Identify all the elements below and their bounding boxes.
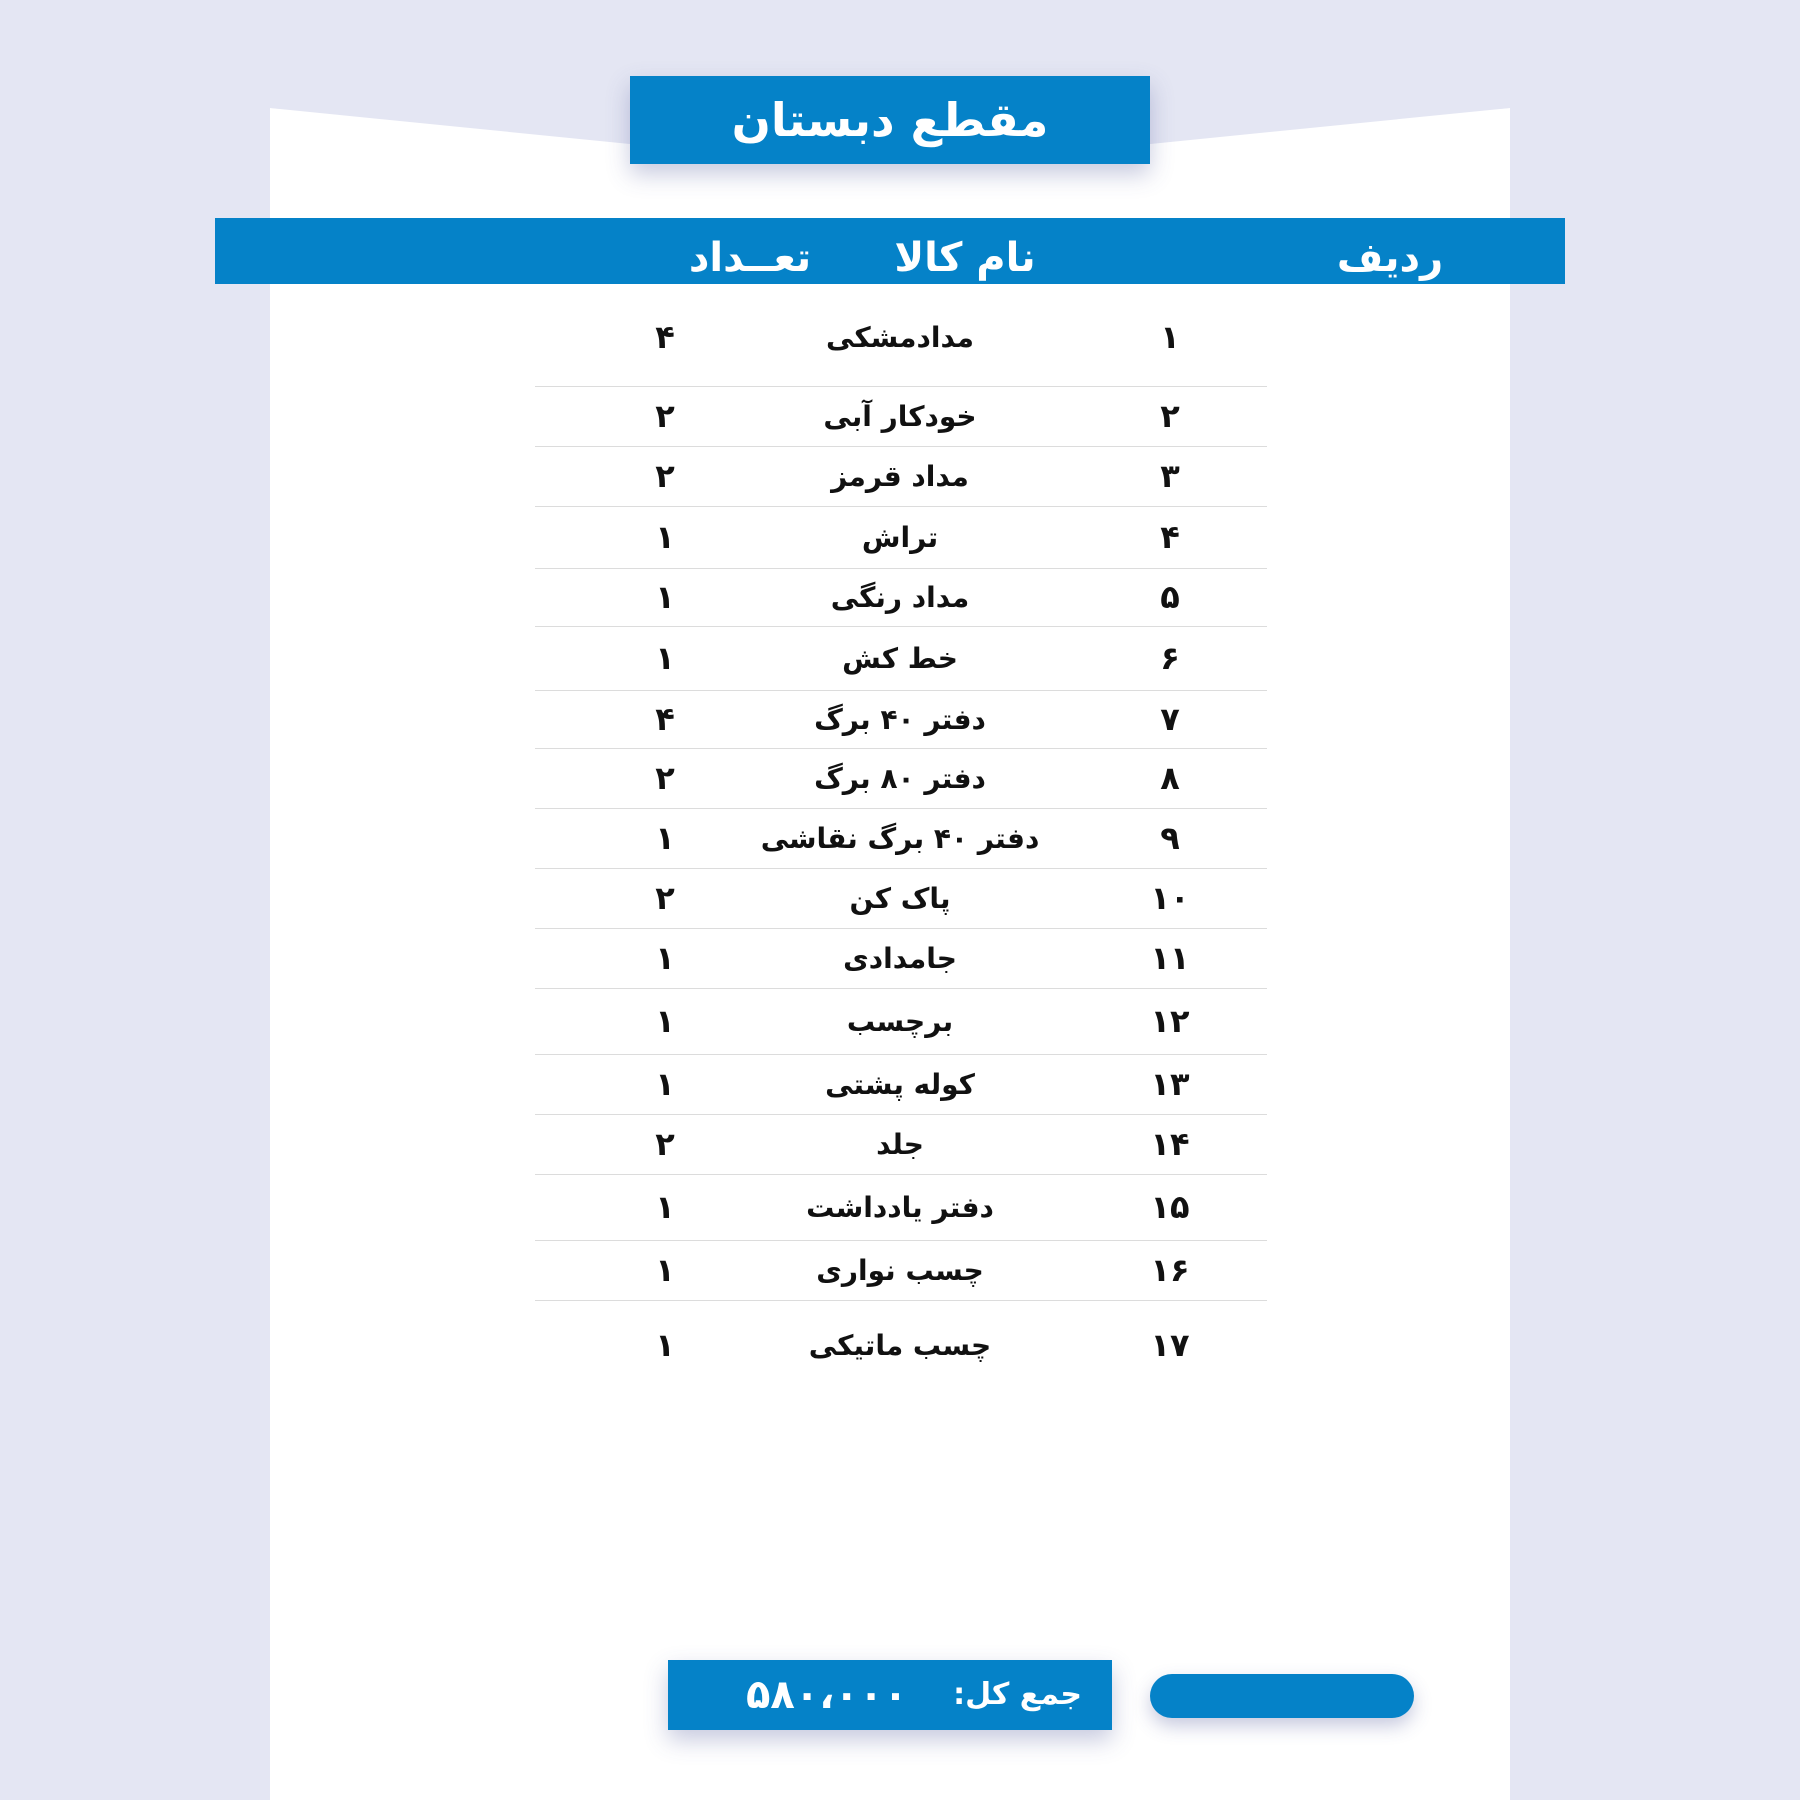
row-index: ۱۷: [1150, 1326, 1190, 1364]
row-item-name: چسب نواری: [816, 1253, 984, 1287]
row-item-name: جلد: [876, 1127, 924, 1161]
row-item-name: برچسب: [846, 1004, 954, 1038]
table-row: [535, 1114, 1267, 1175]
table-row: [535, 928, 1267, 989]
row-quantity: ۱: [655, 1188, 675, 1226]
row-item-name: خودکار آبی: [823, 399, 977, 433]
table-row: [535, 626, 1267, 691]
row-index: ۴: [1160, 518, 1180, 556]
table-row: [535, 868, 1267, 929]
row-item-name: تراش: [861, 520, 939, 554]
table-row: [535, 1240, 1267, 1301]
table-row: [535, 506, 1267, 569]
total-label: جمع کل:: [953, 1677, 1082, 1712]
row-quantity: ۱: [655, 518, 675, 556]
row-quantity: ۱: [655, 578, 675, 616]
table-row: [535, 446, 1267, 507]
row-quantity: ۱: [655, 819, 675, 857]
row-item-name: چسب ماتیکی: [808, 1328, 992, 1362]
row-item-name: مداد قرمز: [831, 459, 969, 493]
table-row: [535, 748, 1267, 809]
row-quantity: ۴: [655, 700, 675, 738]
column-header-name: نام کالا: [894, 235, 1036, 281]
row-index: ۱۶: [1150, 1251, 1190, 1289]
row-index: ۱: [1160, 318, 1180, 356]
row-item-name: دفتر ۴۰ برگ: [814, 702, 986, 736]
table-row: [535, 386, 1267, 447]
row-index: ۱۳: [1150, 1065, 1190, 1103]
row-index: ۶: [1160, 639, 1180, 677]
column-header-index: ردیف: [1336, 235, 1444, 281]
row-index: ۵: [1160, 578, 1180, 616]
row-quantity: ۲: [655, 879, 675, 917]
row-item-name: دفتر ۸۰ برگ: [814, 761, 986, 795]
row-index: ۸: [1160, 759, 1180, 797]
table-row: [535, 690, 1267, 749]
row-quantity: ۱: [655, 1251, 675, 1289]
page-title-text: مقطع دبستان: [731, 93, 1049, 147]
row-index: ۱۲: [1150, 1002, 1190, 1040]
table-row: [535, 1300, 1267, 1390]
row-quantity: ۴: [655, 318, 675, 356]
row-index: ۹: [1160, 819, 1180, 857]
row-item-name: دفتر ۴۰ برگ نقاشی: [760, 821, 1040, 855]
row-quantity: ۲: [655, 759, 675, 797]
table-row: [535, 288, 1267, 387]
row-item-name: پاک کن: [849, 881, 951, 915]
row-index: ۱۱: [1150, 939, 1190, 977]
row-index: ۱۵: [1150, 1188, 1190, 1226]
table-row: [535, 1174, 1267, 1241]
row-quantity: ۲: [655, 1125, 675, 1163]
row-index: ۷: [1160, 700, 1180, 738]
row-item-name: خط کش: [842, 641, 958, 675]
table-row: [535, 568, 1267, 627]
row-quantity: ۱: [655, 1065, 675, 1103]
row-item-name: مدادمشکی: [826, 320, 974, 354]
total-value: ۵۸۰،۰۰۰: [746, 1672, 908, 1718]
table-row: [535, 988, 1267, 1055]
item-table: [535, 0, 1267, 1800]
row-item-name: دفتر یادداشت: [806, 1190, 994, 1224]
row-index: ۱۴: [1150, 1125, 1190, 1163]
row-index: ۱۰: [1150, 879, 1190, 917]
row-quantity: ۲: [655, 397, 675, 435]
row-index: ۳: [1160, 457, 1180, 495]
row-quantity: ۱: [655, 1326, 675, 1364]
table-row: [535, 808, 1267, 869]
column-header-quantity: تعــداد: [688, 235, 812, 281]
row-quantity: ۱: [655, 639, 675, 677]
row-item-name: مداد رنگی: [830, 580, 970, 614]
row-quantity: ۱: [655, 1002, 675, 1040]
row-quantity: ۱: [655, 939, 675, 977]
table-row: [535, 1054, 1267, 1115]
row-quantity: ۲: [655, 457, 675, 495]
decorative-pill: [1150, 1674, 1414, 1718]
row-index: ۲: [1160, 397, 1180, 435]
total-box: [668, 1660, 1112, 1730]
row-item-name: جامدادی: [843, 941, 957, 975]
row-item-name: کوله پشتی: [825, 1067, 975, 1101]
